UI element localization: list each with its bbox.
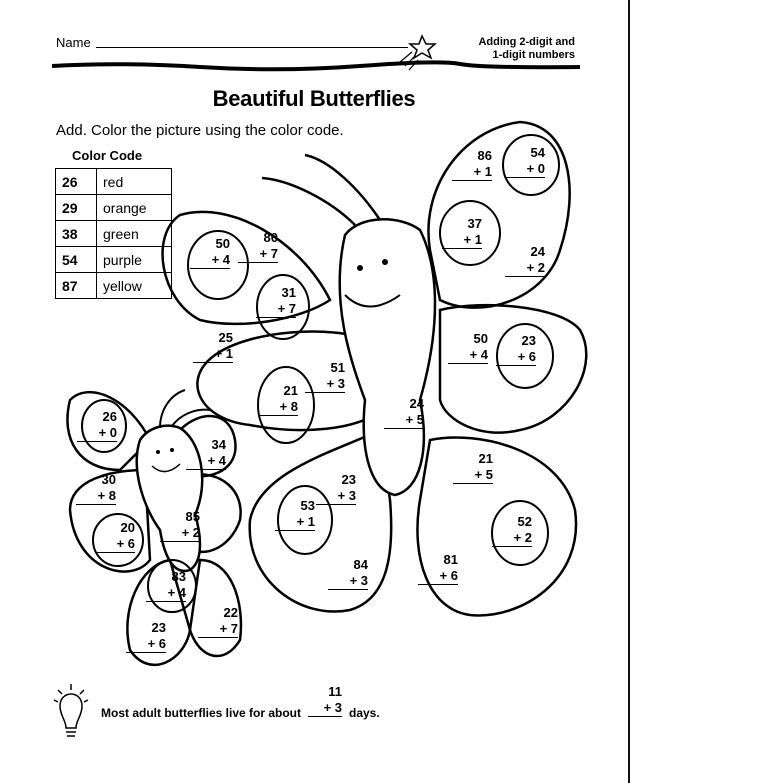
addend-2: + 4 — [146, 585, 186, 602]
fun-fact-suffix: days. — [349, 706, 380, 720]
code-color: red — [97, 169, 172, 195]
addend-2: + 4 — [186, 453, 226, 470]
addition-problem[interactable] — [146, 569, 186, 602]
addend-1: 83 — [171, 569, 186, 584]
addition-problem[interactable] — [305, 360, 345, 393]
code-value: 54 — [56, 247, 97, 273]
light-bulb-base-icon — [66, 732, 76, 736]
addend-1: 11 — [328, 684, 342, 699]
small-butterfly-eye — [156, 450, 160, 454]
addend-1: 86 — [477, 148, 492, 163]
addend-2: + 7 — [198, 621, 238, 638]
addition-problem[interactable] — [258, 383, 298, 416]
addend-1: 23 — [151, 620, 166, 635]
addend-2: + 4 — [448, 347, 488, 364]
addition-problem[interactable] — [505, 244, 545, 277]
addend-1: 53 — [300, 498, 315, 513]
color-code-title: Color Code — [72, 148, 143, 163]
addend-1: 80 — [263, 230, 278, 245]
addition-problem[interactable] — [160, 509, 200, 542]
big-butterfly-antenna — [262, 178, 355, 225]
addend-1: 37 — [467, 216, 482, 231]
small-butterfly-eye — [170, 448, 174, 452]
addend-2: + 3 — [308, 700, 342, 717]
addend-1: 50 — [473, 331, 488, 346]
skill-line-2: 1-digit numbers — [492, 49, 575, 61]
addend-1: 21 — [478, 451, 493, 466]
addend-1: 20 — [120, 520, 135, 535]
addend-2: + 7 — [256, 301, 296, 318]
color-code-row — [56, 221, 172, 247]
addend-1: 30 — [101, 472, 116, 487]
addition-problem[interactable] — [95, 520, 135, 553]
big-butterfly-upper-right-wing — [428, 122, 569, 308]
addend-2: + 0 — [77, 425, 117, 442]
addend-2: + 3 — [305, 376, 345, 393]
color-code-row — [56, 195, 172, 221]
addition-problem[interactable] — [453, 451, 493, 484]
addend-2: + 3 — [328, 573, 368, 590]
code-value: 38 — [56, 221, 97, 247]
addend-1: 84 — [353, 557, 368, 572]
addition-problem[interactable] — [328, 557, 368, 590]
light-bulb-icon — [60, 694, 82, 728]
addend-2: + 8 — [76, 488, 116, 505]
color-code-row — [56, 247, 172, 273]
addend-1: 25 — [218, 330, 233, 345]
small-butterfly-antenna — [160, 390, 185, 428]
fun-fact-text: Most adult butterflies live for about — [101, 706, 302, 720]
big-butterfly-mid-right-wing — [440, 305, 586, 432]
addend-1: 21 — [283, 383, 298, 398]
addition-problem[interactable] — [452, 148, 492, 181]
page-title: Beautiful Butterflies — [212, 86, 416, 111]
big-butterfly-eye — [357, 265, 363, 271]
addend-1: 52 — [517, 514, 532, 529]
addition-problem[interactable] — [198, 605, 238, 638]
addition-problem[interactable] — [496, 333, 536, 366]
addition-problem[interactable] — [442, 216, 482, 249]
addition-problem[interactable] — [448, 331, 488, 364]
addend-1: 23 — [341, 472, 356, 487]
addend-1: 54 — [530, 145, 545, 160]
light-rays-icon — [54, 684, 88, 702]
addition-problem[interactable] — [77, 409, 117, 442]
addition-problem[interactable] — [275, 498, 315, 531]
instructions: Add. Color the picture using the color code. — [56, 122, 344, 139]
addend-2: + 0 — [505, 161, 545, 178]
addend-2: + 2 — [492, 530, 532, 547]
addition-problem[interactable] — [384, 396, 424, 429]
code-value: 87 — [56, 273, 97, 299]
addend-2: + 1 — [275, 514, 315, 531]
addend-2: + 7 — [238, 246, 278, 263]
color-code-row — [56, 169, 172, 195]
addition-problem[interactable] — [256, 285, 296, 318]
addition-problem[interactable] — [193, 330, 233, 363]
addend-1: 85 — [185, 509, 200, 524]
addend-1: 26 — [102, 409, 117, 424]
addition-problem[interactable] — [186, 437, 226, 470]
big-butterfly-antenna — [305, 155, 380, 220]
addend-2: + 5 — [384, 412, 424, 429]
color-code-table — [55, 168, 172, 299]
addend-1: 24 — [530, 244, 545, 259]
addend-1: 34 — [211, 437, 226, 452]
addend-2: + 5 — [453, 467, 493, 484]
addition-problem[interactable] — [190, 236, 230, 269]
addend-1: 51 — [330, 360, 345, 375]
code-color: orange — [97, 195, 172, 221]
addition-problem[interactable] — [418, 552, 458, 585]
addend-1: 23 — [521, 333, 536, 348]
addend-2: + 6 — [95, 536, 135, 553]
addition-problem[interactable] — [492, 514, 532, 547]
addend-2: + 1 — [452, 164, 492, 181]
addend-2: + 6 — [496, 349, 536, 366]
addend-1: 50 — [215, 236, 230, 251]
addition-problem[interactable] — [126, 620, 166, 653]
addend-2: + 6 — [418, 568, 458, 585]
addend-1: 24 — [409, 396, 424, 411]
code-value: 26 — [56, 169, 97, 195]
big-butterfly-eye — [382, 259, 388, 265]
addend-2: + 8 — [258, 399, 298, 416]
fun-fact-problem[interactable] — [308, 684, 342, 717]
addition-problem[interactable] — [238, 230, 278, 263]
addend-2: + 2 — [160, 525, 200, 542]
addition-problem[interactable] — [505, 145, 545, 178]
skill-label — [455, 36, 575, 62]
addend-2: + 1 — [193, 346, 233, 363]
skill-line-1: Adding 2-digit and — [478, 36, 575, 48]
addend-2: + 3 — [316, 488, 356, 505]
small-butterfly-antenna — [172, 410, 210, 426]
addend-1: 81 — [443, 552, 458, 567]
addition-problem[interactable] — [76, 472, 116, 505]
color-code-row — [56, 273, 172, 299]
code-color: green — [97, 221, 172, 247]
addend-2: + 1 — [442, 232, 482, 249]
code-value: 29 — [56, 195, 97, 221]
header-rule — [52, 62, 580, 69]
addend-1: 22 — [223, 605, 238, 620]
code-color: purple — [97, 247, 172, 273]
addend-2: + 6 — [126, 636, 166, 653]
addend-1: 31 — [281, 285, 296, 300]
star-icon — [410, 36, 435, 58]
addition-problem[interactable] — [316, 472, 356, 505]
addend-2: + 2 — [505, 260, 545, 277]
code-color: yellow — [97, 273, 172, 299]
name-label: Name — [56, 35, 91, 50]
addend-2: + 4 — [190, 252, 230, 269]
